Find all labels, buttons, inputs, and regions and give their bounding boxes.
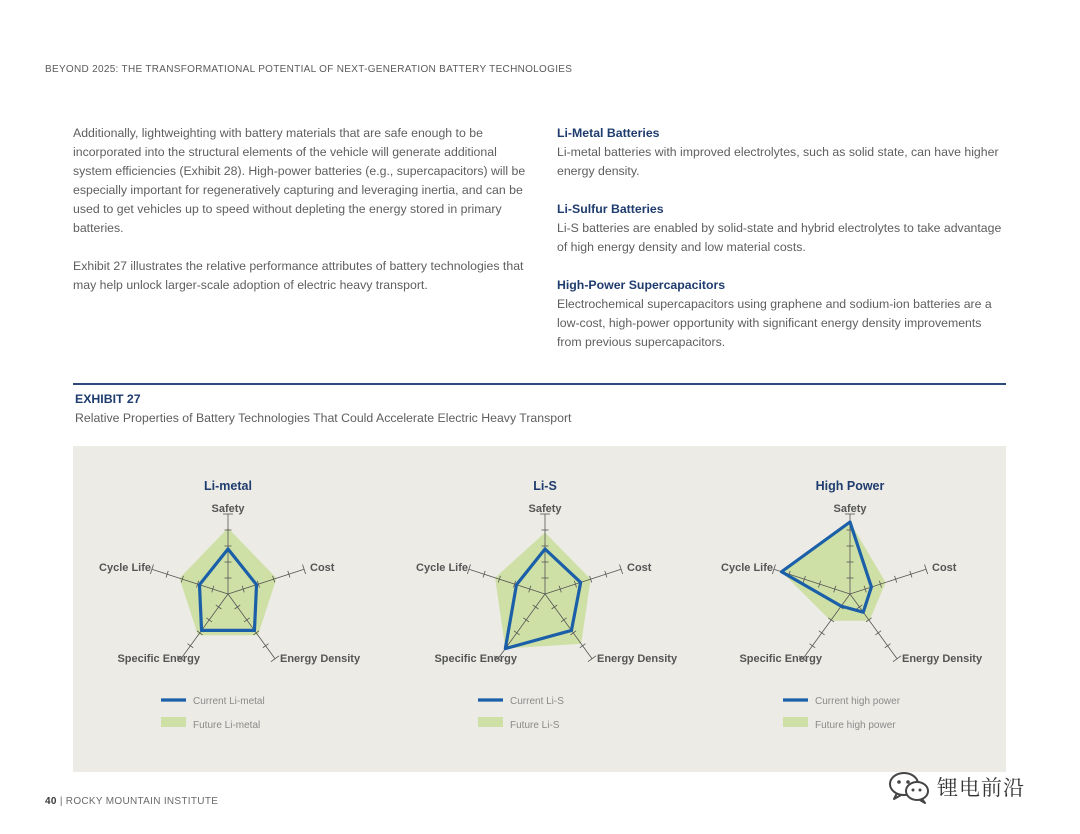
footer-org: | ROCKY MOUNTAIN INSTITUTE xyxy=(59,796,219,807)
axis-label: Cost xyxy=(932,562,957,574)
axis-label: Cycle Life xyxy=(416,562,468,574)
legend-label: Current Li-S xyxy=(510,696,564,707)
exhibit-caption: Relative Properties of Battery Technologies That Could Accelerate Electric Heavy Transport xyxy=(75,411,572,425)
body-left-column xyxy=(73,124,528,314)
radar-tick xyxy=(271,656,279,662)
legend-label: Future Li-S xyxy=(510,720,560,731)
radar-tick xyxy=(810,644,816,648)
body-right-column xyxy=(557,124,1007,371)
body-paragraph: Exhibit 27 illustrates the relative performance attributes of battery technologies that may help unlock larger-scale adoption of electric heavy transport. xyxy=(73,259,524,292)
radar-tick xyxy=(263,644,269,648)
watermark xyxy=(887,770,1025,804)
radar-tick xyxy=(588,656,596,662)
section-text: Li-S batteries are enabled by solid-state and hybrid electrolytes to take advantage of high energy density and low material costs. xyxy=(557,221,1002,254)
section-text: Li-metal batteries with improved electrolytes, such as solid state, can have higher energy density. xyxy=(557,145,999,178)
body-paragraph: Additionally, lightweighting with battery materials that are safe enough to be incorporated into the structural elements of the vehicle will generate additional system efficiencies (Exhibit 28). High-power batteries (e.g., supercapacitors) will be especially important for regeneratively capturing and leveraging inertia, and can be used to get vehicles up to speed without depleting the energy stored in primary batteries. xyxy=(73,126,526,235)
radar-tick xyxy=(893,656,901,662)
radar-tick xyxy=(819,631,825,635)
axis-label: Safety xyxy=(833,503,867,515)
axis-label: Cost xyxy=(627,562,652,574)
axis-label: Energy Density xyxy=(280,653,361,665)
axis-label: Specific Energy xyxy=(739,653,822,665)
radar-tick xyxy=(885,644,891,648)
wechat-icon xyxy=(887,770,931,804)
axis-label: Safety xyxy=(528,503,562,515)
exhibit-chart-panel xyxy=(73,446,1006,772)
exhibit-label: EXHIBIT 27 xyxy=(75,392,141,406)
section-heading: Li-Sulfur Batteries xyxy=(557,202,664,216)
axis-label: Specific Energy xyxy=(117,653,200,665)
axis-label: Safety xyxy=(211,503,245,515)
watermark-text: 锂电前沿 xyxy=(937,776,1025,800)
section-supercapacitors xyxy=(557,276,1007,352)
legend-swatch-future xyxy=(478,717,503,727)
future-area xyxy=(782,522,886,621)
chart-title: Li-metal xyxy=(204,479,252,493)
running-header: BEYOND 2025: THE TRANSFORMATIONAL POTENTIAL OF NEXT-GENERATION BATTERY TECHNOLOGIES xyxy=(45,64,573,75)
exhibit-divider xyxy=(73,383,1006,385)
section-heading: Li-Metal Batteries xyxy=(557,126,660,140)
chart-title: High Power xyxy=(815,479,885,493)
radar-tick xyxy=(875,631,881,635)
page-footer xyxy=(45,796,218,807)
axis-label: Specific Energy xyxy=(434,653,517,665)
chart-title: Li-S xyxy=(533,479,557,493)
legend-label: Current high power xyxy=(815,696,901,707)
section-heading: High-Power Supercapacitors xyxy=(557,278,726,292)
radar-charts xyxy=(73,446,1006,772)
section-li-sulfur xyxy=(557,200,1007,257)
legend-label: Future high power xyxy=(815,720,896,731)
page-number: 40 xyxy=(45,796,57,807)
axis-label: Cost xyxy=(310,562,335,574)
section-li-metal xyxy=(557,124,1007,181)
radar-tick xyxy=(580,644,586,648)
legend-label: Current Li-metal xyxy=(193,696,265,707)
axis-label: Energy Density xyxy=(902,653,983,665)
axis-label: Energy Density xyxy=(597,653,678,665)
axis-label: Cycle Life xyxy=(99,562,151,574)
radar-tick xyxy=(188,644,194,648)
legend-swatch-future xyxy=(161,717,186,727)
axis-label: Cycle Life xyxy=(721,562,773,574)
legend-label: Future Li-metal xyxy=(193,720,261,731)
legend-swatch-future xyxy=(783,717,808,727)
section-text: Electrochemical supercapacitors using graphene and sodium-ion batteries are a low-cost, high-power opportunity with significant energy density improvements from previous supercapacitors. xyxy=(557,297,992,349)
